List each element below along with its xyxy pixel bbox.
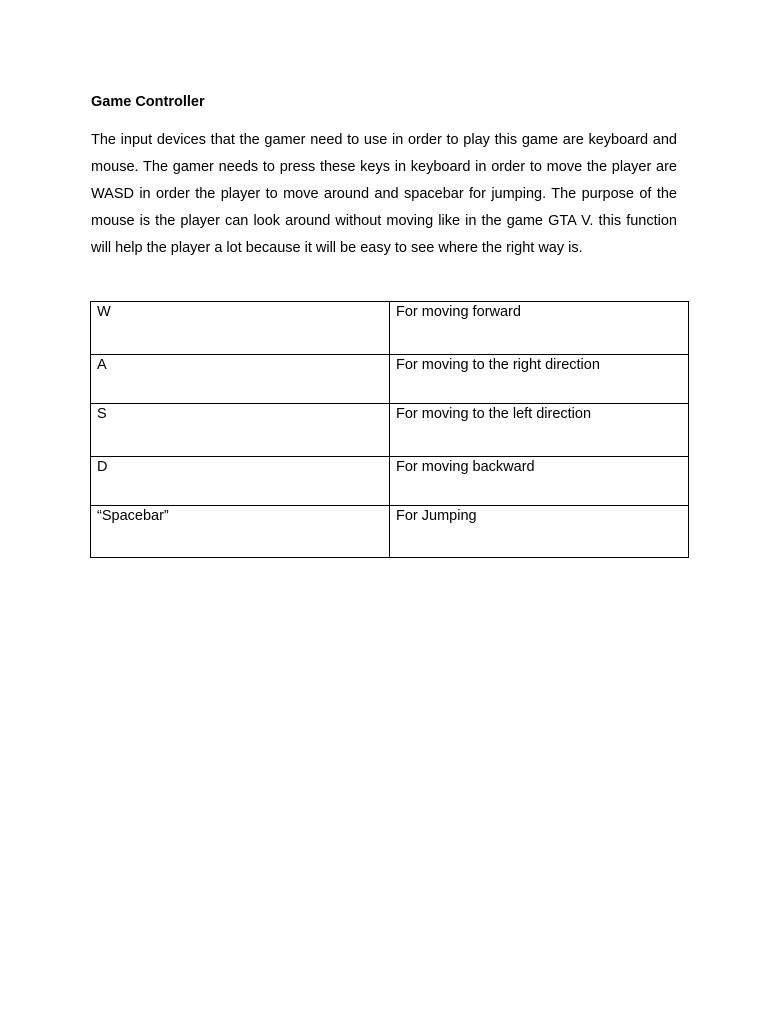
action-cell: For moving forward xyxy=(390,302,689,355)
table-row xyxy=(91,404,689,457)
table-row xyxy=(91,302,689,355)
section-heading: Game Controller xyxy=(91,94,205,110)
action-cell: For moving to the left direction xyxy=(390,404,689,457)
action-cell: For Jumping xyxy=(390,506,689,558)
action-cell: For moving to the right direction xyxy=(390,355,689,404)
key-cell: W xyxy=(91,302,390,355)
key-cell: D xyxy=(91,457,390,506)
body-paragraph: The input devices that the gamer need to use in order to play this game are keyboard and mouse. The gamer needs to press these keys in keyboard in order to move the player are WASD in order the player to move around and spacebar for jumping. The purpose of the mouse is the player can look around without moving like in the game GTA V. this function will help the player a lot because it will be easy to see where the right way is. xyxy=(91,132,677,256)
table-row xyxy=(91,355,689,404)
table-row xyxy=(91,457,689,506)
key-cell: S xyxy=(91,404,390,457)
action-cell: For moving backward xyxy=(390,457,689,506)
key-cell: “Spacebar” xyxy=(91,506,390,558)
table-row xyxy=(91,506,689,558)
key-cell: A xyxy=(91,355,390,404)
key-mapping-table xyxy=(90,301,689,558)
